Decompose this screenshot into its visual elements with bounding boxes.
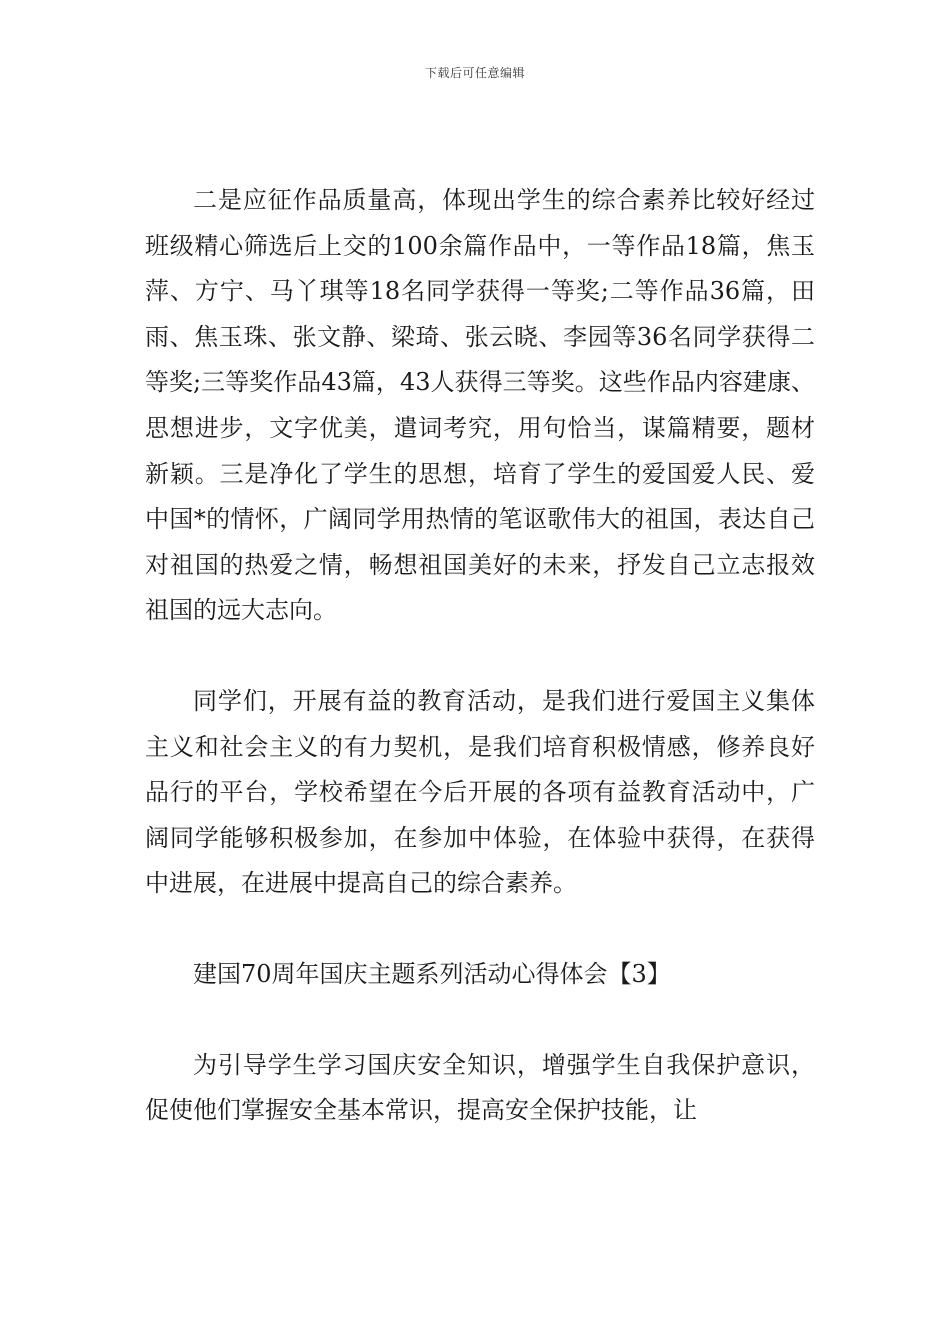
paragraph-students-address: 同学们，开展有益的教育活动，是我们进行爱国主义集体主义和社会主义的有力契机，是我们培育积极情感，修养良好品行的平台，学校希望在今后开展的各项有益教育活动中，广阔同学能够积极参加，在参加中体验，在体验中获得，在获得中进展，在进展中提高自己的综合素养。 [145, 686, 815, 898]
paragraph-safety: 为引导学生学习国庆安全知识，增强学生自我保护意识，促使他们掌握安全基本常识，提高安全保护技能，让 [145, 1050, 815, 1125]
document-body [145, 178, 815, 1134]
section-heading: 建国70周年国庆主题系列活动心得体会【3】 [193, 959, 671, 988]
paragraph-awards: 二是应征作品质量高，体现出学生的综合素养比较好经过班级精心筛选后上交的100余篇作品中，一等作品18篇，焦玉萍、方宁、马丫琪等18名同学获得一等奖;二等作品36篇，田雨、焦玉珠、张文静、梁琦、张云晓、李园等36名同学获得二等奖;三等奖作品43篇，43人获得三等奖。这些作品内容建康、思想进步，文字优美，遣词考究，用句恰当，谋篇精要，题材新颖。三是净化了学生的思想，培育了学生的爱国爱人民、爱中国*的情怀，广阔同学用热情的笔讴歌伟大的祖国，表达自己对祖国的热爱之情，畅想祖国美好的未来，抒发自己立志报效祖国的远大志向。 [145, 186, 815, 625]
page-header: 下载后可任意编辑 [424, 66, 525, 80]
